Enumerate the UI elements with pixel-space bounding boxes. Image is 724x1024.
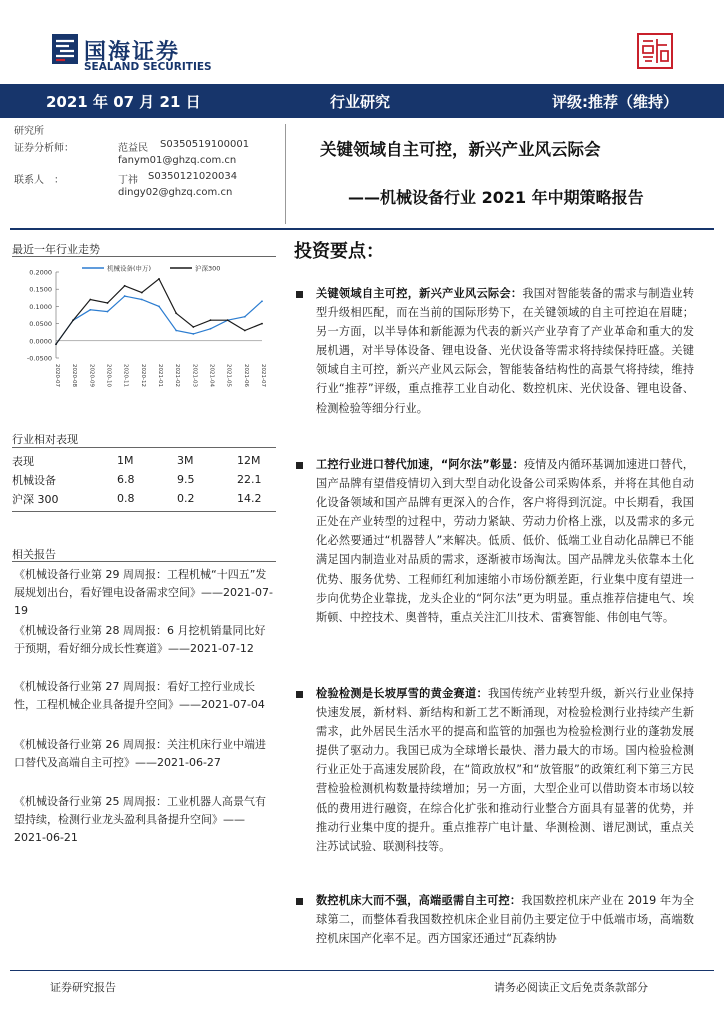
performance-title: 行业相对表现: [12, 433, 78, 446]
research-seal-icon: [637, 33, 673, 69]
industry-trend-chart: [12, 262, 274, 392]
legend-label: 机械设备(申万): [107, 264, 152, 273]
analyst-email[interactable]: fanym01@ghzq.com.cn: [118, 155, 237, 166]
contact-label: 联系人 ：: [14, 175, 64, 186]
y-tick-label: 0.0000: [29, 337, 52, 346]
report-subtitle: ——机械设备行业 2021 年中期策略报告: [348, 188, 644, 207]
table-cell: 14.2: [237, 492, 262, 505]
sealand-logo-icon: [52, 34, 78, 64]
related-report-item[interactable]: 《机械设备行业第 27 周周报：看好工控行业成长性，工程机械企业具备提升空间》——2021-07-04: [14, 680, 265, 711]
x-tick-label: 2020-07: [54, 364, 60, 387]
key-point-text: 我国数控机床产业在 2019 年为全球第二，而整体看我国数控机床企业目前仍主要定位于中低端市场，高端数控机床国产化率不足。西方国家还通过“瓦森纳协: [316, 894, 694, 946]
key-points-heading: 投资要点：: [294, 241, 384, 262]
x-tick-label: 2021-05: [225, 364, 232, 387]
y-tick-label: 0.2000: [29, 268, 52, 277]
analyst-label: 证券分析师：: [14, 143, 74, 154]
footer-left: 证券研究报告: [50, 981, 116, 994]
related-report-item[interactable]: 《机械设备行业第 26 周周报：关注机床行业中端进口替代及高端自主可控》——2021-06-27: [14, 738, 266, 769]
key-point-lead: 检验检测是长坡厚雪的黄金赛道：: [316, 687, 488, 700]
related-reports-rule: [12, 561, 276, 562]
key-point-text: 我国对智能装备的需求与制造业转型升级相匹配，而在当前的国际形势下，在关键领域的自主可控迫在眉睫；另一方面，以半导体和新能源为代表的新兴产业孕育了产业革命和重大的发展机遇，对半导体设备、锂电设备、光伏设备等需求将持续保持旺盛。关键领域自主可控，新兴产业风云际会，智能装备结构性的高景气将持续，维持行业“推荐”评级，重点推荐工业自动化、数控机床、光伏设备、锂电设备、检测检验等细分行业。: [316, 287, 694, 415]
table-cell: 22.1: [237, 473, 262, 486]
key-point-text: 疫情及内循环基调加速进口替代，国产品牌有望借疫情切入到大型自动化设备公司采购体系，并将在其他自动化设备领域和国产品牌有更深入的合作，客户将得到沉淀。中长期看，我国正处在产业转型的过程中，劳动力紧缺、劳动力价格上涨，以及需求的多元化必然要通过“机器替人”来解决。低质、低价、低端工业自动化品牌已不能满足国内制造业对品质的需求，逐渐被市场淘汰。国产品牌龙头依靠本土化优势、服务优势、工程师红利加速缩小市场份额差距，行业集中度有望进一步向优势企业靠拢，龙头企业的“阿尔法”更为明显。重点推荐信捷电气、埃斯顿、中控技术、奥普特，重点关注汇川技术、雷赛智能、伟创电气等。: [316, 458, 694, 624]
related-report-item[interactable]: 《机械设备行业第 29 周周报：工程机械“十四五”发展规划出台，看好锂电设备需求空间》——2021-07-19: [14, 568, 273, 617]
table-cell: 0.2: [177, 492, 195, 505]
footer-right: 请务必阅读正文后免责条款部分: [494, 981, 648, 994]
related-report-item[interactable]: 《机械设备行业第 28 周周报：6 月挖机销量同比好于预期，看好细分成长性赛道》——2021-07-12: [14, 624, 266, 655]
report-date: 2021 年 07 月 21 日: [46, 93, 201, 111]
title-divider: [10, 228, 714, 230]
y-tick-label: 0.0500: [29, 320, 52, 329]
table-cell: 6.8: [117, 473, 135, 486]
y-tick-label: 0.1000: [29, 302, 52, 311]
report-title: 关键领域自主可控，新兴产业风云际会: [320, 140, 601, 159]
table-header: 表现: [12, 454, 34, 468]
table-header: 3M: [177, 454, 194, 467]
bullet-icon: [296, 462, 303, 469]
performance-table: [12, 451, 274, 508]
x-tick-label: 2021-04: [208, 364, 215, 387]
logo-english: SEALAND SECURITIES: [84, 61, 212, 73]
table-row: [12, 470, 274, 489]
analyst-name: 范益民: [118, 143, 148, 154]
bullet-icon: [296, 898, 303, 905]
institute-label: 研究所: [14, 126, 44, 137]
key-point-text: 我国传统产业转型升级，新兴行业业保持快速发展，新材料、新结构和新工艺不断涌现，对检验检测行业持续产生新需求，此外居民生活水平的提高和监管的加强也为检验检测行业的蓬勃发展提供了驱动力。我国已成为全球增长最快、潜力最大的市场。国内检验检测行业正处于高速发展阶段，在“简政放权”和“放管服”的政策红利下第三方民营检验检测机构数量持续增加；另一方面，大型企业可以借助资本市场以较低的费用进行融资，在综合化扩张和推动行业整合方面具有显著的优势，并推动行业集中度的提升。重点推荐广电计量、华测检测、谱尼测试，重点关注苏试试验、联测科技等。: [316, 687, 694, 853]
contact-id: S0350121020034: [148, 171, 238, 182]
related-report-item[interactable]: 《机械设备行业第 25 周周报：工业机器人高景气有望持续，检测行业龙头盈利具备提升空间》——2021-06-21: [14, 795, 266, 844]
legend-label: 沪深300: [195, 264, 221, 273]
table-cell: 沪深 300: [12, 492, 59, 506]
table-row: [12, 489, 274, 508]
analyst-id: S0350519100001: [160, 139, 250, 150]
table-row: [12, 451, 274, 470]
key-point-lead: 工控行业进口替代加速，“阿尔法”彰显：: [316, 458, 524, 471]
bullet-icon: [296, 691, 303, 698]
x-tick-label: 2020-10: [105, 364, 112, 387]
footer-rule: [10, 970, 714, 971]
key-point-paragraph: [316, 284, 694, 418]
table-cell: 机械设备: [12, 473, 56, 487]
x-tick-label: 2021-01: [157, 364, 163, 387]
performance-rule-bottom: [12, 511, 276, 512]
related-reports-title: 相关报告: [12, 548, 56, 561]
table-header: 1M: [117, 454, 134, 467]
chart-section-rule: [12, 256, 276, 257]
y-tick-label: -0.0500: [26, 354, 52, 363]
x-tick-label: 2020-11: [122, 364, 129, 387]
x-tick-label: 2021-07: [260, 364, 266, 387]
x-tick-label: 2021-03: [191, 364, 198, 387]
y-tick-label: 0.1500: [29, 285, 52, 294]
table-cell: 0.8: [117, 492, 135, 505]
chart-section-title: 最近一年行业走势: [12, 243, 100, 256]
x-tick-label: 2020-12: [139, 364, 146, 387]
key-point-paragraph: [316, 891, 694, 948]
performance-rule-top: [12, 447, 276, 448]
key-point-paragraph: [316, 455, 694, 627]
contact-name: 丁祎: [118, 175, 138, 186]
table-header: 12M: [237, 454, 261, 467]
header-divider: [285, 124, 286, 224]
x-tick-label: 2020-08: [71, 364, 78, 387]
key-point-lead: 关键领域自主可控，新兴产业风云际会：: [316, 287, 523, 300]
report-type: 行业研究: [330, 93, 391, 111]
x-tick-label: 2020-09: [88, 364, 95, 387]
key-point-lead: 数控机床大而不强，高端亟需自主可控：: [316, 894, 522, 907]
logo-chinese: 国海证券: [84, 40, 181, 65]
key-point-paragraph: [316, 684, 694, 856]
x-tick-label: 2021-02: [174, 364, 181, 387]
table-cell: 9.5: [177, 473, 195, 486]
report-rating: 评级:推荐（维持）: [552, 93, 678, 111]
contact-email[interactable]: dingy02@ghzq.com.cn: [118, 187, 233, 198]
bullet-icon: [296, 291, 303, 298]
x-tick-label: 2021-06: [242, 364, 249, 387]
